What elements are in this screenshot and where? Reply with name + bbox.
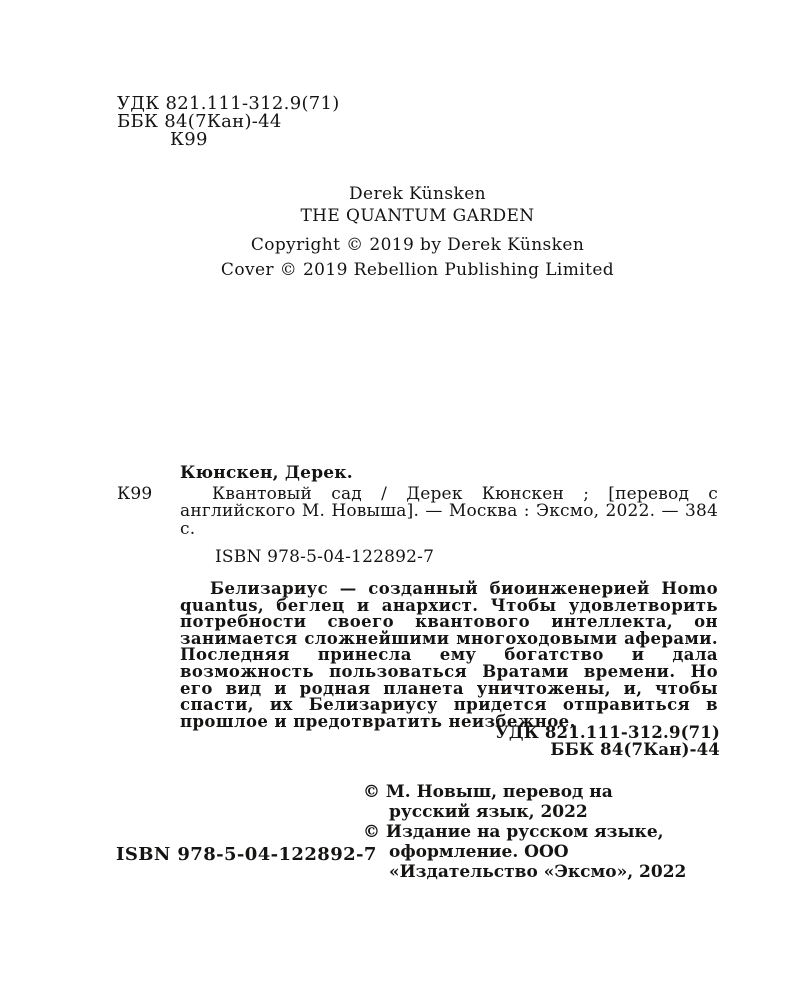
annotation-paragraph: Белизариус — созданный биоинженерией Homo quantus, беглец и анархист. Чтобы удовлетворить потребности своего квантового интеллекта, он занимается сложнейшими многоходовыми аферами. Последняя принесла ему богатство и дала возможность пользоваться Вратами времени. Но его вид и родная планета уничтожены, и, чтобы спасти, их Белизариусу придется отправиться в прошлое и предотвратить неизбежное.: [180, 579, 718, 731]
catalog-author: Кюнскен, Дерек.: [180, 463, 353, 483]
bbk-code-bottom: ББК 84(7Кан)-44: [550, 740, 720, 759]
udk-code-bottom: УДК 821.111-312.9(71): [495, 723, 720, 742]
cover-credit-line: Cover © 2019 Rebellion Publishing Limited: [220, 260, 615, 280]
catalog-entry: [117, 465, 718, 567]
credit-publisher: © Издание на русском языке, оформление. ООО «Издательство «Эксмо», 2022: [363, 822, 687, 882]
copyright-line: Copyright © 2019 by Derek Künsken: [250, 235, 585, 255]
catalog-author-code: К99: [117, 484, 153, 504]
original-title-block: [117, 183, 718, 281]
footer-isbn: ISBN 978-5-04-122892-7: [116, 844, 377, 865]
catalog-description: Квантовый сад / Дерек Кюнскен ; [перевод с английского М. Новыша]. — Москва : Эксмо, 2022. — 384 с.: [180, 483, 718, 539]
bottom-classification-block: [495, 724, 720, 758]
bbk-code: ББК 84(7Кан)-44: [117, 111, 282, 132]
credit-translation: © М. Новыш, перевод на русский язык, 2022: [363, 782, 613, 822]
original-title: THE QUANTUM GARDEN: [300, 206, 535, 226]
top-classification-block: [117, 95, 340, 149]
catalog-isbn-line: ISBN 978-5-04-122892-7: [215, 547, 435, 567]
author-code: К99: [170, 129, 208, 150]
original-author: Derek Künsken: [348, 184, 487, 204]
copyright-credits-block: [363, 782, 693, 882]
udk-code: УДК 821.111-312.9(71): [117, 93, 340, 114]
